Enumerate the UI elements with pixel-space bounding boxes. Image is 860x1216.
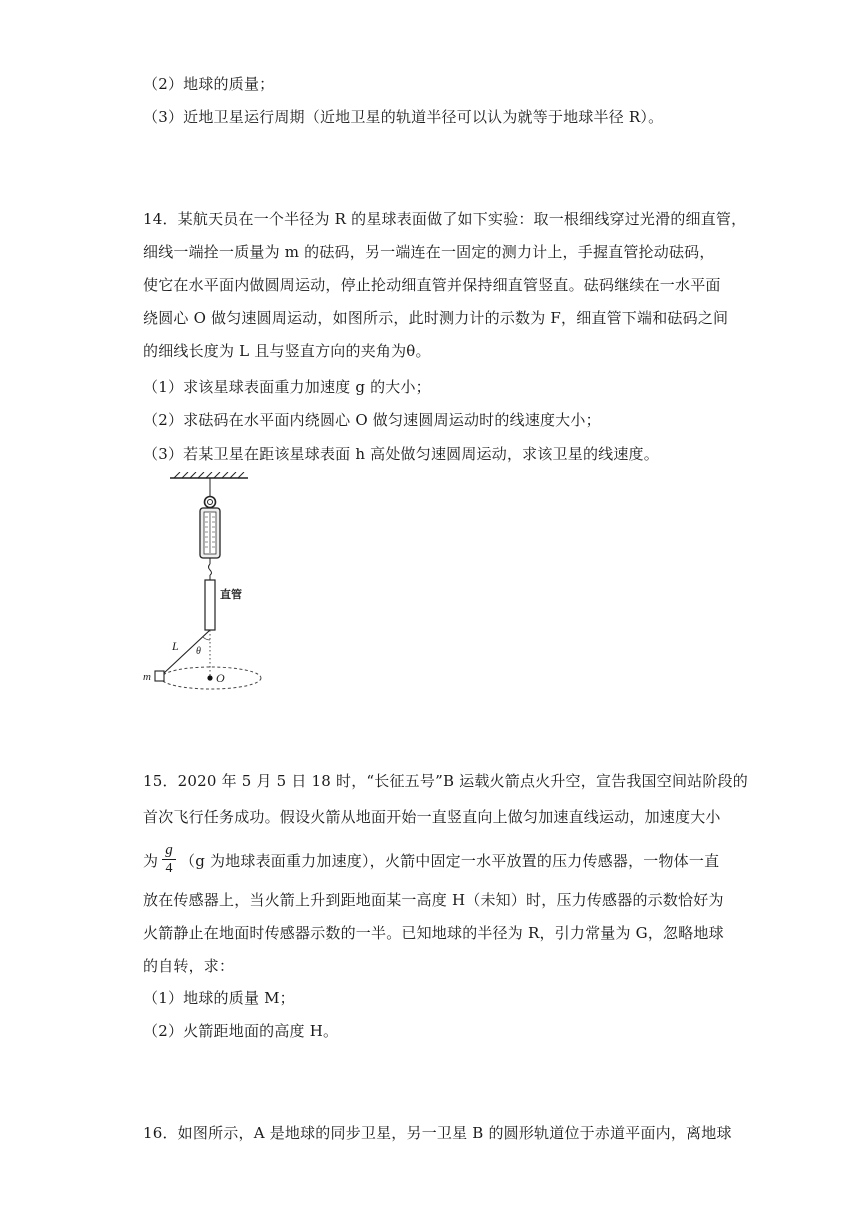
q15-line3-rest: （g 为地球表面重力加速度），火箭中固定一水平放置的压力传感器，一物体一直 bbox=[180, 852, 720, 870]
spring-scale bbox=[200, 508, 220, 558]
prev-question-sub2: （2）地球的质量； bbox=[143, 75, 275, 93]
q14-line2: 细线一端拴一质量为 m 的砝码，另一端连在一固定的测力计上，手握直管抡动砝码， bbox=[143, 243, 715, 261]
q14-line5: 的细线长度为 L 且与竖直方向的夹角为θ。 bbox=[143, 342, 431, 360]
q15-line2: 首次飞行任务成功。假设火箭从地面开始一直竖直向上做匀加速直线运动，加速度大小 bbox=[143, 808, 721, 826]
theta-label: θ bbox=[196, 646, 201, 657]
conical-pendulum-figure bbox=[138, 472, 268, 697]
fraction-denominator: 4 bbox=[165, 861, 173, 876]
m-label: m bbox=[143, 671, 151, 683]
fraction-numerator: g bbox=[165, 842, 173, 858]
q14-sub3: （3）若某卫星在距该星球表面 h 高处做匀速圆周运动，求该卫星的线速度。 bbox=[143, 445, 659, 463]
q15-line3-prefix: 为 bbox=[143, 852, 159, 870]
q15-line1: 15．2020 年 5 月 5 日 18 时，“长征五号”B 运载火箭点火升空，宣告我国空间站阶段的 bbox=[143, 772, 748, 790]
prev-question-sub3: （3）近地卫星运行周期（近地卫星的轨道半径可以认为就等于地球半径 R）。 bbox=[143, 108, 664, 126]
center-point-O bbox=[207, 675, 212, 680]
spring-scale-ring bbox=[205, 497, 216, 508]
q14-sub1: （1）求该星球表面重力加速度 g 的大小； bbox=[143, 378, 431, 396]
tube-label: 直管 bbox=[220, 589, 242, 601]
straight-tube bbox=[205, 580, 215, 630]
q15-line4: 放在传感器上，当火箭上升到距地面某一高度 H（未知）时，压力传感器的示数恰好为 bbox=[143, 891, 724, 909]
L-label: L bbox=[172, 639, 179, 653]
ceiling-hatching bbox=[170, 472, 248, 478]
q14-sub2: （2）求砝码在水平面内绕圆心 O 做匀速圆周运动时的线速度大小； bbox=[143, 411, 601, 429]
mass-block bbox=[155, 671, 164, 681]
q15-line6: 的自转，求： bbox=[143, 957, 235, 975]
q15-line5: 火箭静止在地面时传感器示数的一半。已知地球的半径为 R，引力常量为 G，忽略地球 bbox=[143, 924, 724, 942]
q15-sub2: （2）火箭距地面的高度 H。 bbox=[143, 1022, 339, 1040]
q14-line1: 14．某航天员在一个半径为 R 的星球表面做了如下实验：取一根细线穿过光滑的细直管， bbox=[143, 210, 747, 228]
q16-line1: 16．如图所示，A 是地球的同步卫星，另一卫星 B 的圆形轨道位于赤道平面内，离地球 bbox=[143, 1124, 732, 1142]
fraction-g-over-4 bbox=[162, 842, 176, 877]
q15-sub1: （1）地球的质量 M； bbox=[143, 989, 295, 1007]
O-label: O bbox=[216, 671, 225, 685]
q14-line4: 绕圆心 O 做匀速圆周运动，如图所示，此时测力计的示数为 F，细直管下端和砝码之间 bbox=[143, 309, 729, 327]
q14-line3: 使它在水平面内做圆周运动，停止抡动细直管并保持细直管竖直。砝码继续在一水平面 bbox=[143, 276, 721, 294]
